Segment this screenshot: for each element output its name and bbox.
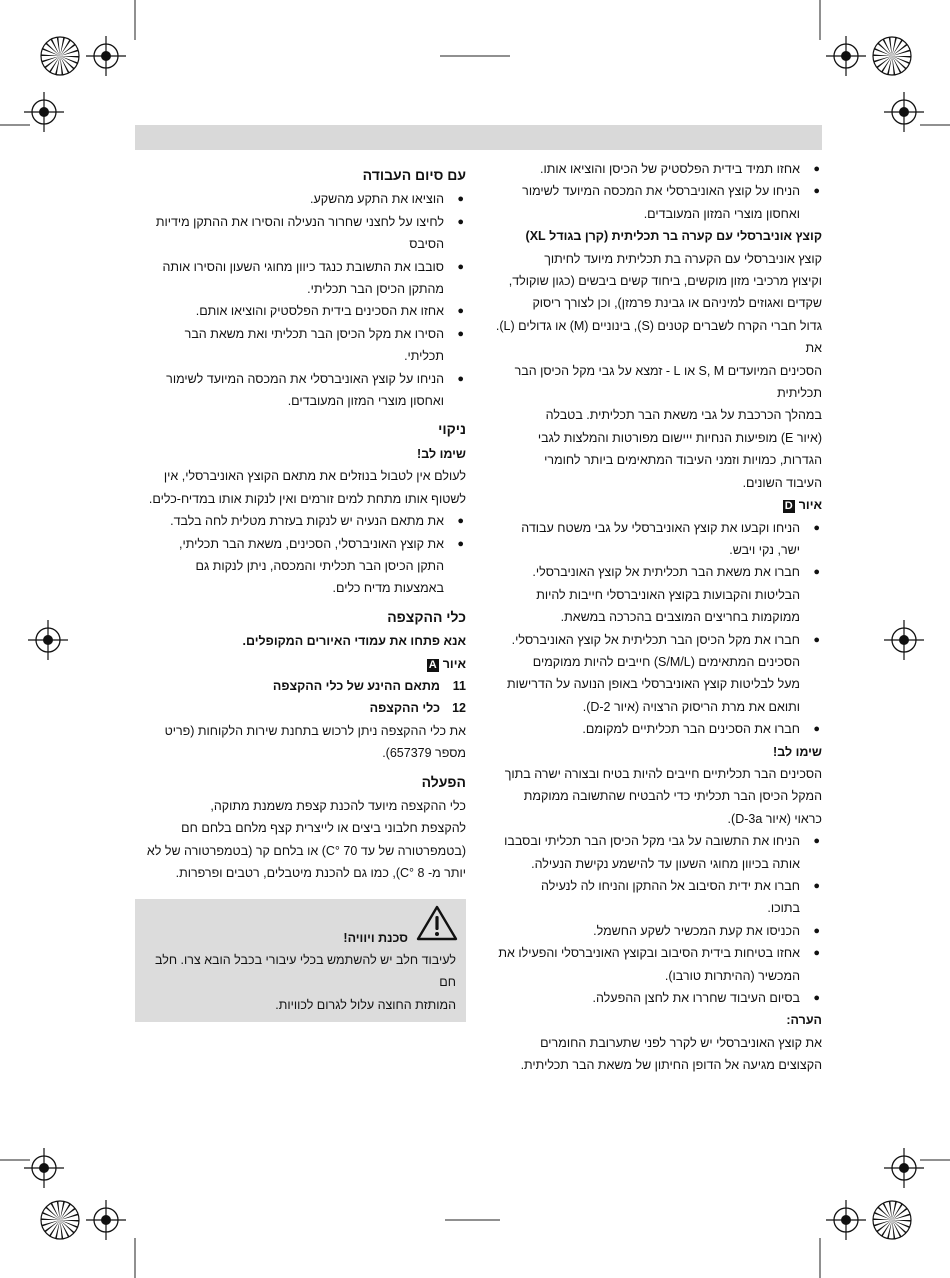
figure-label: איור [442, 656, 466, 671]
bullet-item [488, 517, 822, 562]
bullet-icon: ● [813, 835, 820, 848]
text-line: את קוצץ האוניברסלי, הסכינים, משאת הבר תכליתי, [179, 536, 444, 551]
figure-badge: D [784, 500, 793, 513]
text-line: הסכינים המתאימים (S/M/L) חייבים להיות ממוקמים [532, 654, 800, 669]
item-number: 12 [452, 701, 466, 716]
item-label: מתאם ההינע של כלי ההקצפה [272, 678, 440, 693]
header-bar [135, 125, 822, 150]
registration-mark-icon [826, 1200, 866, 1240]
text-line: את מתאם הנעיה יש לנקות בעזרת מטלית לחה בלבד. [170, 514, 444, 529]
text-line: תכליתי. [404, 349, 444, 364]
text-line: את כלי ההקצפה ניתן לרכוש בתחנת שירות הלקוחות (פריט [164, 723, 466, 738]
section-heading: הפעלה [421, 773, 466, 790]
text-line: (איור E) מופיעות הנחיות ייישום מפורטות והמלצות לגבי [537, 430, 822, 445]
text-line: אחזו את הסכינים בידית הפלסטיק והוציאו אותם. [195, 304, 444, 319]
text-line: המכשיר (ההיתרות טורבו). [664, 968, 800, 983]
section-heading: ניקוי [438, 421, 466, 438]
text-line: באמצעות מדיח כלים. [332, 581, 444, 596]
bullet-icon: ● [457, 260, 464, 273]
text-line: הניחו את התשובה על גבי מקל הכיסן הבר תכליתי ובסבבו [504, 834, 800, 849]
bullet-item [488, 942, 822, 987]
subheading: אנא פתחו את עמודי האיורים המקופלים. [242, 634, 466, 649]
note-line: לעיבוד חלב יש להשתמש בכלי עיבורי בכבל הובא צרו. חלב חם [154, 953, 456, 990]
bullet-icon: ● [813, 924, 820, 937]
bullet-icon: ● [457, 515, 464, 528]
text-line: הניחו על קוצץ האוניברסלי את המכסה המיועד לשימור [166, 371, 444, 386]
bullet-item [135, 300, 466, 322]
bullet-item [488, 987, 822, 1009]
text-line: בתוכו. [767, 901, 800, 916]
text-line: הכניסו את קעת המכשיר לשקע החשמל. [593, 923, 800, 938]
text-line: ישר, נקי ויבש. [729, 542, 800, 557]
text-line: הניחו על קוצץ האוניברסלי את המכסה המיועד לשימור [522, 184, 800, 199]
bullet-icon: ● [813, 633, 820, 646]
bullet-icon: ● [813, 521, 820, 534]
section-heading: כלי ההקצפה [387, 608, 466, 625]
bullet-icon: ● [813, 880, 820, 892]
registration-mark-icon [826, 36, 866, 76]
text-line: הקצוצים מגיעה אל הדופן החיתון של משאת הבר תכליתית. [520, 1058, 822, 1073]
registration-mark-icon [24, 1148, 64, 1188]
text-line: וקיצוץ מרכיבי מזון מוקשים, ביחוד קשים ביבשים (כגון שוקולד, [508, 274, 822, 289]
text-line: הבליטות והקבועות בקוצץ האוניברסלי חייבות להיות [536, 587, 800, 602]
text-line: ואחסון מוצרי המזון המעובדים. [287, 394, 444, 409]
text-line: לחיצו על לחצני שחרור הנעילה והסירו את ההתקן מידיות [155, 214, 444, 229]
bullet-icon: ● [813, 723, 820, 736]
registration-mark-icon [86, 36, 126, 76]
right-column [488, 158, 822, 1077]
section-heading: עם סיום העבודה [362, 167, 466, 183]
text-line: הגדרות, כמויות וזמני העיבוד המתאימים ביותר לחומרי [544, 453, 822, 468]
registration-mark-icon [884, 92, 924, 132]
text-line: הסיבס [409, 237, 444, 252]
bullet-item [135, 533, 466, 600]
text-line: מעל לבליטות קוצץ האוניברסלי באופן הנועה על הדרישות [507, 677, 800, 692]
bullet-icon: ● [813, 185, 820, 198]
text-line: יותר מ- 8 °C), כמו גם להכנת מיטבלים, רטבים ופרפרות. [175, 866, 466, 881]
note-title: סכנת ויוויה! [343, 930, 408, 945]
text-line: אחזו תמיד בידית הפלסטיק של הכיסן והוציאו אותו. [540, 162, 800, 176]
registration-mark-icon [28, 620, 68, 660]
text-line: אחזו בטיחות בידית הסיבוב ובקוצץ האוניברסלי והפעילו את [498, 946, 800, 961]
warning-note [135, 899, 466, 1023]
bullet-icon: ● [813, 992, 820, 1005]
subheading: הערה: [786, 1013, 822, 1028]
sunburst-target-icon [873, 1201, 911, 1239]
bullet-icon: ● [457, 372, 464, 385]
bullet-item [488, 920, 822, 942]
bullet-item [135, 323, 466, 368]
figure-ref [135, 653, 466, 675]
numbered-item [135, 675, 466, 697]
text-line: הסירו את מקל הכיסן הבר תכליתי ואת משאת הבר [184, 326, 444, 341]
bullet-icon: ● [457, 305, 464, 318]
registration-mark-icon [24, 92, 64, 132]
text-line: הסכינים המיועדים S, M או L - זמצא על גבי מקל הכיסן הבר תכליתית [514, 363, 822, 401]
text-line: הוציאו את התקע מהשקע. [310, 192, 444, 207]
bullet-item [135, 510, 466, 532]
text-line: אותה בכיוון מחוגי השעון עד להישמע נקישת הנעילה. [531, 856, 800, 871]
text-line: ממוקמות בחריצים המוצבים בהכרכה במשאת. [560, 610, 800, 625]
text-line: העיבוד השונים. [742, 475, 822, 490]
figure-ref [488, 494, 822, 516]
bullet-icon: ● [457, 193, 464, 206]
figure-badge: A [428, 658, 437, 671]
text-line: הסכינים הבר תכליתיים חייבים להיות בטיח ובצורה ישרה בתוך [504, 766, 822, 781]
note-line: המותזת החוצה עלול לגרום לכוויות. [275, 997, 456, 1012]
text-line: (בטמפרטורה של עד 70 °C) או בלחם קר (בטמפרטורה של לא [146, 843, 466, 858]
text-line: חברו את מקל הכיסן הבר תכליתית אל קוצץ האוניברסלי. [511, 632, 800, 647]
text-line: מהתקן הכיסן הבר תכליתי. [307, 282, 444, 297]
text-line: חברו את משאת הבר תכליתית אל קוצץ האוניברסלי. [532, 565, 800, 580]
text-line: הניחו וקבעו את קוצץ האוניברסלי על גבי משטח עבודה [521, 520, 800, 535]
text-line: להקצפת חלבוני ביצים או לייצרית קצף מלחם בלחם חם [181, 821, 466, 836]
text-line: את קוצץ האוניברסלי יש לקרר לפני שתערובת החומרים [540, 1035, 822, 1050]
bullet-icon: ● [813, 566, 820, 579]
text-line: שקדים ואגוזים למיניהם או גבינת פרמזן), וכן לצורך ריסוק [532, 296, 822, 311]
subheading: שימו לב! [773, 744, 822, 759]
bullet-item [488, 875, 822, 920]
item-number: 11 [452, 678, 466, 693]
left-column [135, 158, 466, 1022]
text-line: גדול חברי הקרח לשברים קטנים (S), בינוניים (M) או גדולים (L). את [495, 318, 822, 356]
sunburst-target-icon [41, 37, 79, 75]
subheading: קוצץ אוניברסלי עם קערה בר תכליתית (קרן בגודל XL) [525, 229, 822, 244]
text-line: לשטוף אותו מתחת למים זורמים ואין לנקות אותו במדיח-כלים. [148, 491, 466, 506]
bullet-item [488, 830, 822, 875]
text-line: לעולם אין לטבול בנוזלים את מתאם הקוצץ האוניברסלי, אין [163, 469, 466, 484]
bullet-item [488, 180, 822, 225]
text-line: בסיום העיבוד שחררו את לחצן ההפעלה. [592, 991, 800, 1006]
bullet-item [488, 561, 822, 628]
bullet-icon: ● [813, 163, 820, 175]
bullet-icon: ● [457, 215, 464, 228]
text-line: המקל הכיסן הבר תכליתי כדי להבטיח שהתשובה ממוקמת [523, 789, 822, 804]
text-line: חברו את הסכינים הבר תכליתיים למקומם. [582, 722, 800, 737]
text-line: במהלך הכרכבת על גבי משאת הבר תכליתית. בטבלה [545, 408, 822, 423]
text-line: ואחסון מוצרי המזון המעובדים. [643, 206, 800, 221]
bullet-item [488, 629, 822, 719]
text-line: כראוי (איור D-3a). [727, 811, 822, 826]
numbered-item [135, 697, 466, 719]
text-line: סובבו את התשובת כנגד כיוון מחוגי השעון והסירו אותה [162, 259, 444, 274]
bullet-item [135, 256, 466, 301]
registration-mark-icon [86, 1200, 126, 1240]
bullet-icon: ● [813, 947, 820, 960]
bullet-icon: ● [457, 327, 464, 340]
sunburst-target-icon [41, 1201, 79, 1239]
registration-mark-icon [884, 1148, 924, 1188]
text-line: התקן הכיסן הבר תכליתי והמכסה, ניתן לנקות גם [195, 558, 444, 573]
item-label: כלי ההקצפה [369, 701, 440, 716]
bullet-item [135, 368, 466, 413]
text-line: ותואם את מרת הריסוק הרצויה (איור D-2). [582, 699, 800, 714]
subheading: שימו לב! [417, 446, 466, 461]
text-line: כלי ההקצפה מיועד להכנת קצפת משמנת מתוקה, [210, 798, 466, 813]
text-line: מספר 657379). [382, 746, 466, 761]
warning-triangle-icon [416, 905, 458, 941]
text-line: קוצץ אוניברסלי עם הקערה בת תכליתית מיועד לחיתוך [544, 251, 822, 266]
bullet-item [488, 718, 822, 740]
registration-mark-icon [884, 620, 924, 660]
bullet-icon: ● [457, 537, 464, 550]
bullet-item [135, 188, 466, 210]
figure-label: איור [798, 498, 822, 513]
text-line: חברו את ידית הסיבוב אל ההתקן והניחו לה לנעילה [541, 879, 800, 893]
bullet-item [135, 211, 466, 256]
sunburst-target-icon [873, 37, 911, 75]
bullet-item [488, 158, 822, 180]
